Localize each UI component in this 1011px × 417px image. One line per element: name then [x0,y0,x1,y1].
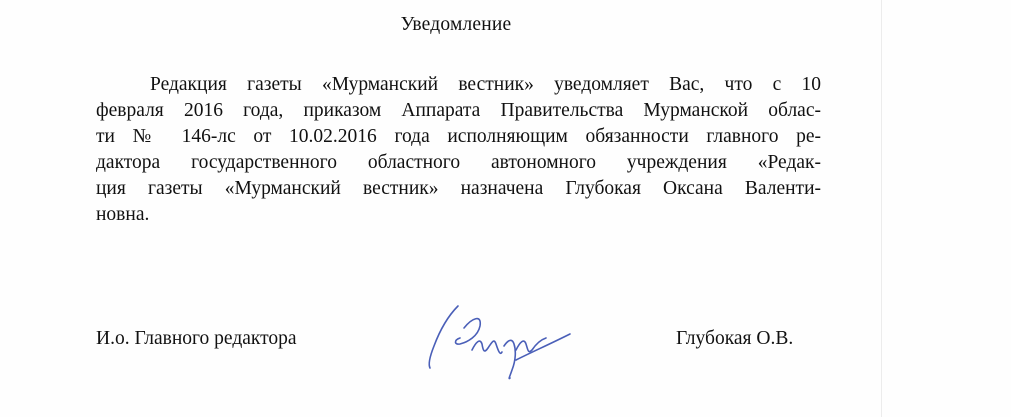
page-edge-divider [881,0,882,417]
handwritten-signature [420,298,590,388]
body-line-4: дактора государственного областного автономного учреждения «Редак- [96,152,821,173]
signatory-position: И.о. Главного редактора [96,328,297,349]
signatory-name: Глубокая О.В. [676,328,794,349]
body-line-6: новна. [96,204,150,225]
notice-title: Уведомление [400,14,512,35]
body-line-2: февраля 2016 года, приказом Аппарата Правительства Мурманской облас- [96,100,821,121]
body-line-1: Редакция газеты «Мурманский вестник» уведомляет Вас, что с 10 [150,74,821,95]
body-line-3: ти № 146-лс от 10.02.2016 года исполняющим обязанности главного ре- [96,126,821,147]
body-line-5: ция газеты «Мурманский вестник» назначена Глубокая Оксана Валенти- [96,178,821,199]
